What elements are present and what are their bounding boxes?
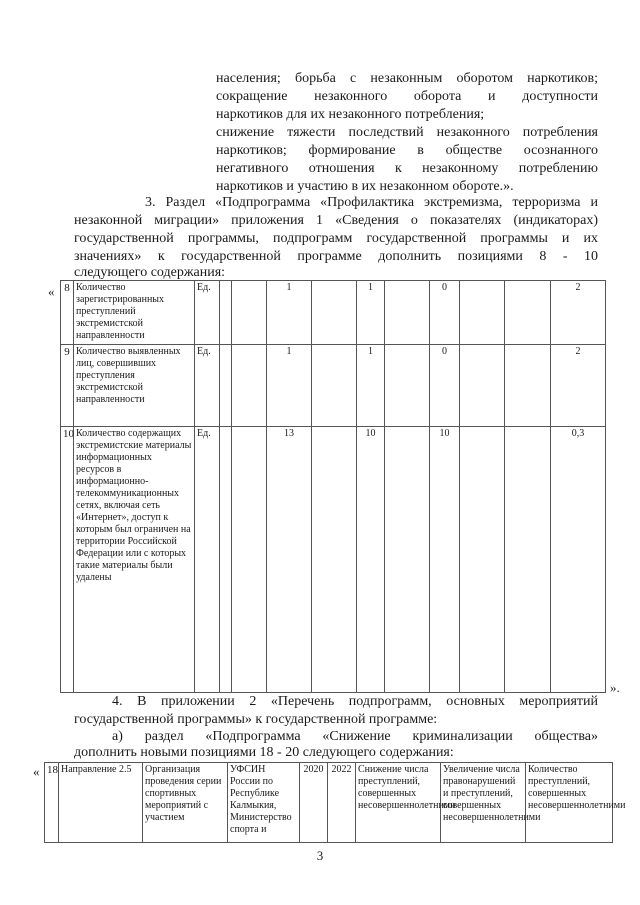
text-line: населения; борьба с незаконным оборотом наркотиков; (216, 71, 598, 86)
value-cell: 2 (551, 281, 606, 345)
open-quote: « (33, 764, 40, 779)
row-number: 8 (61, 281, 74, 345)
value-cell: 1 (357, 345, 385, 427)
table-row (61, 345, 606, 427)
close-quote: ». (610, 680, 620, 695)
start-year: 2020 (300, 763, 328, 843)
event-cell: Организация проведения серии спортивных мероприятий с участием (143, 763, 228, 843)
text-line: наркотиков и участию в их незаконном обороте.». (216, 179, 514, 194)
events-table (44, 762, 626, 843)
text-line: следующего содержания: (74, 265, 226, 280)
indicator-name: Количество зарегистрированных преступлений экстремистской направленности (74, 281, 195, 345)
value-cell: 2 (551, 345, 606, 427)
text-line: наркотиков для их незаконного потребления; (216, 107, 485, 122)
unit-cell: Ед. (195, 281, 220, 345)
row-number: 9 (61, 345, 74, 427)
text-line: негативного отношения к незаконному потреблению (216, 161, 598, 176)
end-year: 2022 (328, 763, 356, 843)
value-cell: 1 (267, 345, 312, 427)
table-row (61, 427, 606, 693)
text-line: 4. В приложении 2 «Перечень подпрограмм, основных мероприятий (112, 694, 598, 709)
executor-cell: УФСИН России по Республике Калмыкия, Министерство спорта и (228, 763, 300, 843)
indicator-name: Количество выявленных лиц, совершивших преступления экстремистской направленности (74, 345, 195, 427)
table-row (61, 281, 606, 345)
open-quote: « (48, 284, 55, 299)
text-line: государственной программы, подпрограмм государственной программы и их (74, 231, 598, 246)
value-cell: 0 (430, 281, 460, 345)
indicator-name: Количество содержащих экстремистские материалы информационных ресурсов в информационно-телекоммуникационных сетях, включая сеть «Интернет», доступ к которым был ограничен на территории Российской Федерации или с которых такие материалы были удалены (74, 427, 195, 693)
indicator-cell: Количество преступлений, совершенных несовершеннолетними (526, 763, 613, 843)
value-cell: 1 (357, 281, 385, 345)
unit-cell: Ед. (195, 345, 220, 427)
page-number: 3 (316, 848, 324, 863)
table-row (45, 763, 613, 843)
value-cell: 13 (267, 427, 312, 693)
value-cell: 10 (430, 427, 460, 693)
text-line: 3. Раздел «Подпрограмма «Профилактика экстремизма, терроризма и (145, 195, 598, 210)
indicators-table (60, 280, 606, 693)
value-cell: 0 (430, 345, 460, 427)
result-cell: Снижение числа преступлений, совершенных несовершеннолетними (356, 763, 441, 843)
text-line: снижение тяжести последствий незаконного потребления (216, 125, 598, 140)
row-number: 18 (45, 763, 59, 843)
value-cell: 0,3 (551, 427, 606, 693)
direction-cell: Направление 2.5 (59, 763, 143, 843)
text-line: наркотиков; формирование в обществе осознанного (216, 143, 598, 158)
text-line: а) раздел «Подпрограмма «Снижение криминализации общества» (112, 729, 598, 744)
text-line: государственной программы» к государственной программе: (74, 712, 438, 727)
unit-cell: Ед. (195, 427, 220, 693)
row-number: 10 (61, 427, 74, 693)
text-line: значениях» к государственной программе дополнить позициями 8 - 10 (74, 249, 598, 264)
text-line: незаконной миграции» приложения 1 «Сведения о показателях (индикаторах) (74, 213, 598, 228)
value-cell: 10 (357, 427, 385, 693)
text-line: дополнить новыми позициями 18 - 20 следующего содержания: (74, 745, 454, 760)
text-line: сокращение незаконного оборота и доступности (216, 89, 598, 104)
value-cell: 1 (267, 281, 312, 345)
risk-cell: Увеличение числа правонарушений и преступлений, совершенных несовершеннолетними (441, 763, 526, 843)
